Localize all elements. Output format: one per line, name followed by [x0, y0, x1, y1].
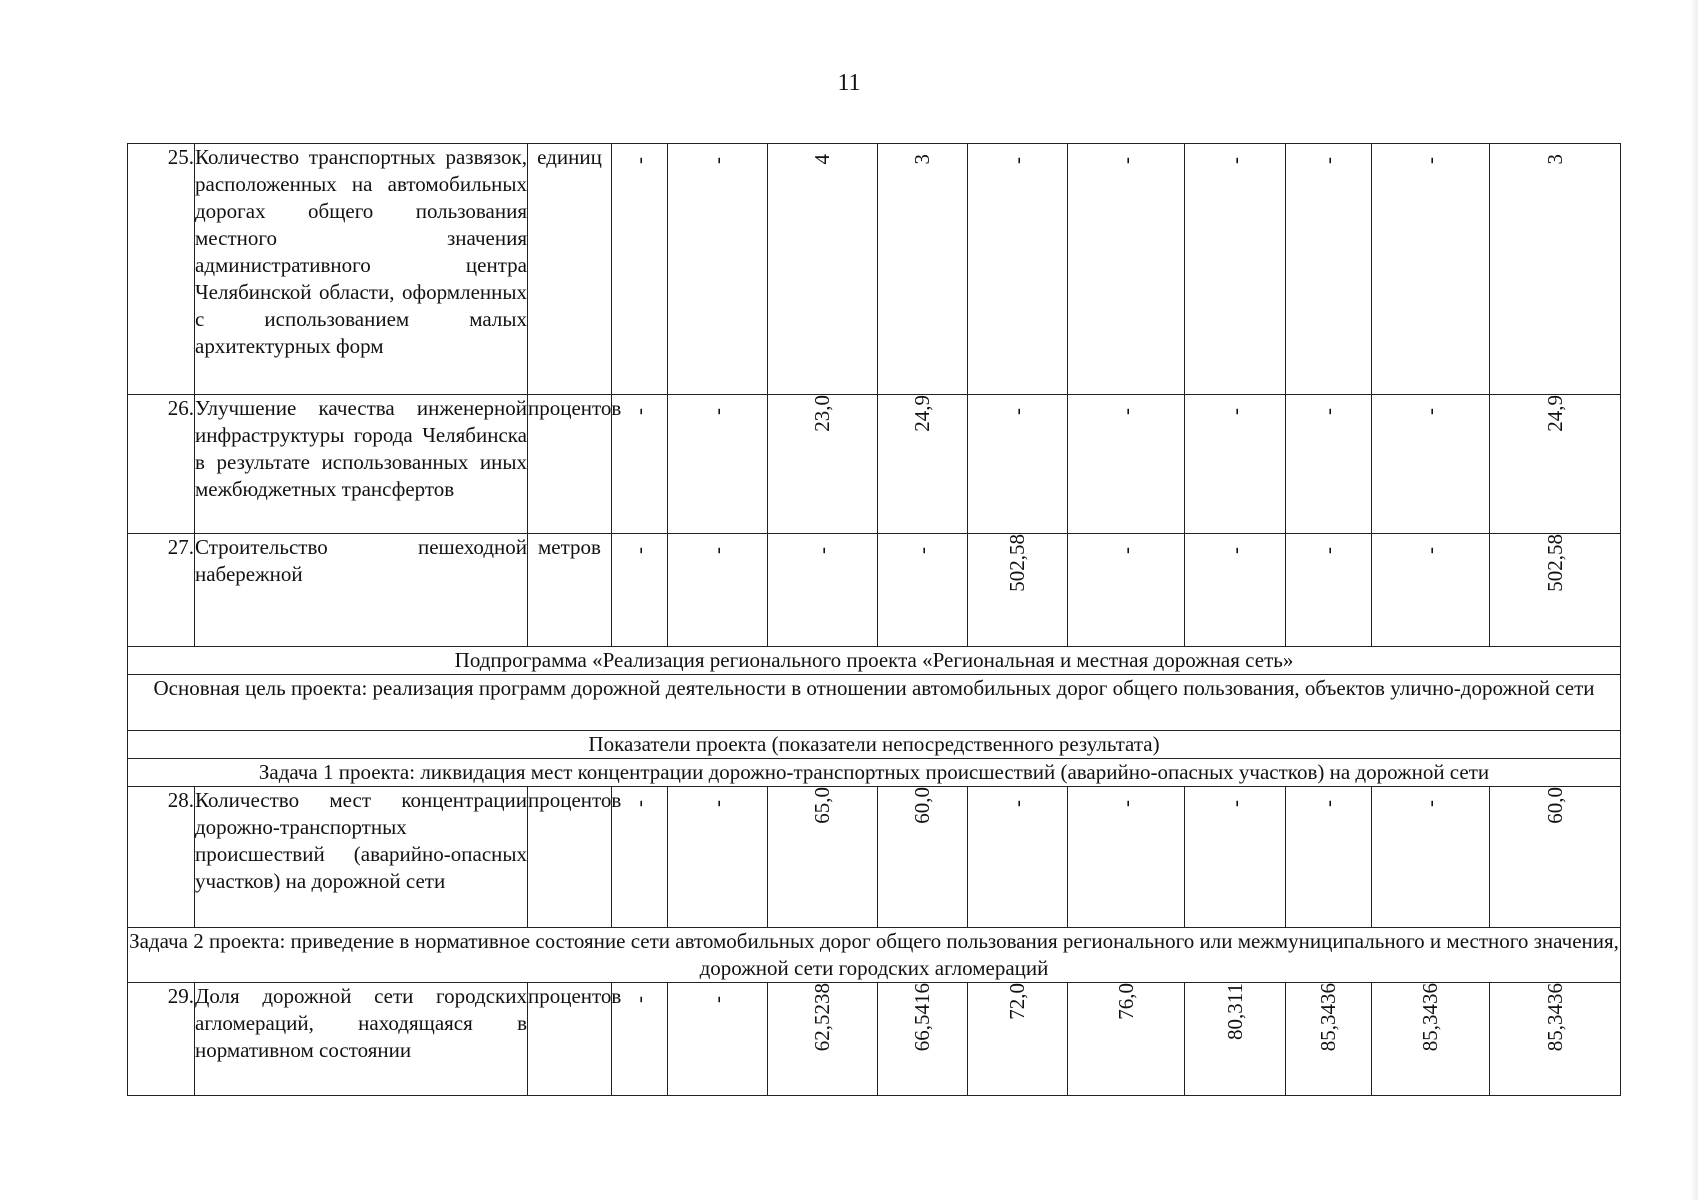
scan-edge: [1690, 0, 1698, 1200]
indicator-name: Доля дорожной сети городских агломераций, находящаяся в нормативном состоянии: [195, 983, 528, 1096]
row-number: 25.: [128, 144, 195, 395]
value-cell: -: [1185, 787, 1286, 928]
value-cell: 60,0: [878, 787, 968, 928]
task-1-title: Задача 1 проекта: ликвидация мест концентрации дорожно-транспортных происшествий (аварийно-опасных участков) на дорожной сети: [128, 759, 1621, 787]
value-cell: -: [1068, 144, 1185, 395]
value-cell: -: [1372, 395, 1490, 534]
section-row: [128, 928, 1621, 983]
value-cell: -: [668, 983, 768, 1096]
value-cell: -: [1185, 534, 1286, 647]
table-row: [128, 534, 1621, 647]
value-cell: -: [1068, 534, 1185, 647]
value-cell: -: [1185, 144, 1286, 395]
unit-cell: процентов: [528, 787, 612, 928]
value-cell: 66,5416: [878, 983, 968, 1096]
value-cell: -: [1185, 395, 1286, 534]
value-cell: -: [1068, 395, 1185, 534]
value-cell: -: [1286, 787, 1372, 928]
table-row: [128, 144, 1621, 395]
value-cell: -: [668, 395, 768, 534]
section-row: [128, 675, 1621, 731]
value-cell: -: [612, 144, 668, 395]
value-cell: -: [612, 787, 668, 928]
table-row: [128, 983, 1621, 1096]
indicator-name: Количество мест концентрации дорожно-транспортных происшествий (аварийно-опасных участков) на дорожной сети: [195, 787, 528, 928]
value-cell: -: [1068, 787, 1185, 928]
value-cell: 85,3436: [1490, 983, 1621, 1096]
value-cell: -: [1372, 787, 1490, 928]
unit-cell: процентов: [528, 395, 612, 534]
value-cell: 85,3436: [1286, 983, 1372, 1096]
value-cell: 3: [1490, 144, 1621, 395]
value-cell: -: [1372, 144, 1490, 395]
section-row: [128, 647, 1621, 675]
value-cell: 72,0: [968, 983, 1068, 1096]
value-cell: -: [612, 534, 668, 647]
value-cell: 85,3436: [1372, 983, 1490, 1096]
indicator-name: Количество транспортных развязок, расположенных на автомобильных дорогах общего пользования местного значения административного центра Челябинской области, оформленных с использованием малых архитектурных форм: [195, 144, 528, 395]
value-cell: -: [668, 534, 768, 647]
value-cell: 62,5238: [768, 983, 878, 1096]
value-cell: 23,0: [768, 395, 878, 534]
value-cell: 60,0: [1490, 787, 1621, 928]
value-cell: -: [668, 787, 768, 928]
table-row: [128, 395, 1621, 534]
value-cell: 502,58: [1490, 534, 1621, 647]
value-cell: 65,0: [768, 787, 878, 928]
table-row: [128, 787, 1621, 928]
indicators-header: Показатели проекта (показатели непосредственного результата): [128, 731, 1621, 759]
project-goal: Основная цель проекта: реализация программ дорожной деятельности в отношении автомобильных дорог общего пользования, объектов улично-дорожной сети: [128, 675, 1621, 731]
section-row: [128, 759, 1621, 787]
value-cell: 80,311: [1185, 983, 1286, 1096]
value-cell: -: [968, 395, 1068, 534]
value-cell: 3: [878, 144, 968, 395]
indicator-name: Улучшение качества инженерной инфраструктуры города Челябинска в результате использованных иных межбюджетных трансфертов: [195, 395, 528, 534]
value-cell: -: [968, 787, 1068, 928]
row-number: 27.: [128, 534, 195, 647]
value-cell: -: [968, 144, 1068, 395]
value-cell: 24,9: [1490, 395, 1621, 534]
value-cell: -: [1286, 144, 1372, 395]
task-2-title: Задача 2 проекта: приведение в нормативное состояние сети автомобильных дорог общего пользования регионального или межмуниципального и местного значения, дорожной сети городских агломераций: [128, 928, 1621, 983]
subprogram-title: Подпрограмма «Реализация регионального проекта «Региональная и местная дорожная сеть»: [128, 647, 1621, 675]
value-cell: 502,58: [968, 534, 1068, 647]
value-cell: 76,0: [1068, 983, 1185, 1096]
row-number: 29.: [128, 983, 195, 1096]
unit-cell: метров: [528, 534, 612, 647]
unit-cell: процентов: [528, 983, 612, 1096]
row-number: 28.: [128, 787, 195, 928]
unit-cell: единиц: [528, 144, 612, 395]
page-number: 11: [837, 70, 861, 96]
value-cell: -: [1286, 534, 1372, 647]
value-cell: -: [878, 534, 968, 647]
indicators-table: [127, 143, 1621, 1096]
value-cell: -: [612, 395, 668, 534]
row-number: 26.: [128, 395, 195, 534]
value-cell: 24,9: [878, 395, 968, 534]
value-cell: -: [612, 983, 668, 1096]
value-cell: -: [768, 534, 878, 647]
value-cell: -: [1372, 534, 1490, 647]
value-cell: 4: [768, 144, 878, 395]
value-cell: -: [1286, 395, 1372, 534]
indicator-name: Строительство пешеходной набережной: [195, 534, 528, 647]
section-row: [128, 731, 1621, 759]
value-cell: -: [668, 144, 768, 395]
